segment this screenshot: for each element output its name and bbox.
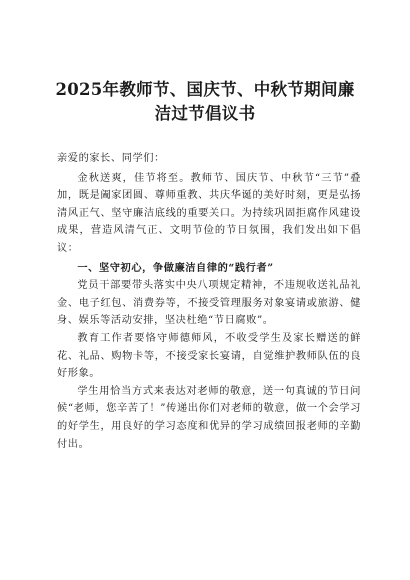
title-line-1: 2025年教师节、国庆节、中秋节期间廉 <box>55 80 355 99</box>
paragraph-teachers: 教育工作者要恪守师德师风，不收受学生及家长赠送的鲜花、礼品、购物卡等，不接受家长宴请，自觉维护教师队伍的良好形象。 <box>57 332 361 380</box>
title-line-2: 洁过节倡议书 <box>154 104 256 123</box>
paragraph-party-members: 党员干部要带头落实中央八项规定精神，不违规收送礼品礼金、电子红包、消费券等，不接受管理服务对象宴请或旅游、健身、娱乐等活动安排，坚决杜绝“节日腐败”。 <box>57 280 361 327</box>
document-title <box>40 78 370 126</box>
salutation: 亲爱的家长、同学们： <box>57 153 165 164</box>
intro-paragraph: 金秋送爽，佳节将至。教师节、国庆节、中秋节“三节”叠加，既是阖家团圆、尊师重教、共庆华诞的美好时刻，更是弘扬清风正气、坚守廉洁底线的重要关口。为持续巩固拒腐作风建设成果，营造风清气正、文明节俭的节日氛围，我们发出如下倡议： <box>57 172 361 254</box>
section-heading-1: 一、坚守初心，争做廉洁自律的“践行者” <box>77 261 274 274</box>
paragraph-students: 学生用恰当方式来表达对老师的敬意，送一句真诚的节日问候“老师，您辛苦了！”传递出你们对老师的敬意，做一个会学习的好学生，用良好的学习态度和优异的学习成绩回报老师的辛勤付出。 <box>57 385 361 450</box>
document-body <box>57 150 361 453</box>
